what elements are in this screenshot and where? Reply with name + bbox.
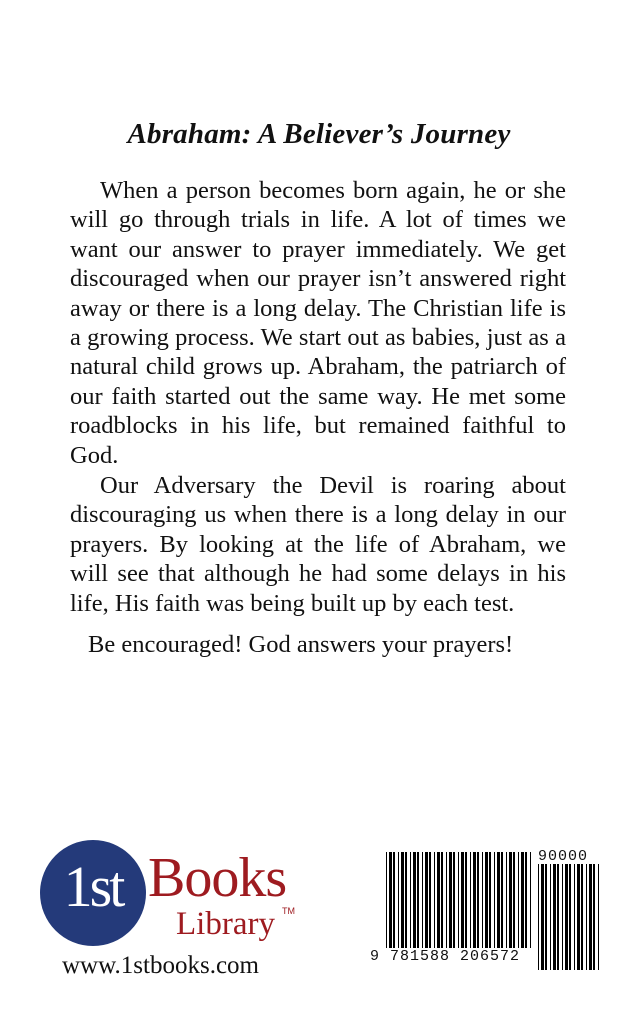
barcode-bar: [429, 852, 431, 948]
barcode-bar: [501, 852, 503, 948]
isbn-barcode: [366, 848, 606, 972]
barcode-bar: [593, 864, 595, 970]
barcode-bar: [513, 852, 515, 948]
barcode-bar: [497, 852, 500, 948]
publisher-website: www.1stbooks.com: [62, 952, 259, 979]
barcode-bar: [389, 852, 392, 948]
logo-books-word: Books: [148, 847, 287, 909]
publisher-logo: [40, 838, 310, 953]
barcode-bar: [413, 852, 416, 948]
barcode-bar: [562, 864, 563, 970]
barcode-bar: [437, 852, 440, 948]
description-paragraph-1: When a person becomes born again, he or she will go through trials in life. A lot of times we want our answer to prayer immediately. We get discouraged when our prayer isn’t answered right away or there is a long delay. The Christian life is a growing process. We start out as babies, just as a natural child grows up. Abraham, the patriarch of our faith started out the same way. He met some roadblocks in his life, but remained faithful to God.: [70, 177, 566, 469]
logo-number: 1st: [63, 854, 123, 919]
closing-line: Be encouraged! God answers your prayers!: [88, 631, 514, 658]
barcode-bar: [393, 852, 395, 948]
barcode-bar: [506, 852, 507, 948]
price-code: 90000: [538, 848, 589, 865]
logo-trademark: TM: [282, 906, 295, 916]
barcode-bar: [417, 852, 419, 948]
barcode-bar: [449, 852, 452, 948]
barcode-bar: [550, 864, 551, 970]
description-paragraph-2: Our Adversary the Devil is roaring about discouraging us when there is a long delay in our prayers. By looking at the life of Abraham, we will see that although he had some delays in his life, His faith was being built up by each test.: [70, 472, 566, 617]
barcode-bar: [569, 864, 571, 970]
barcode-bar: [525, 852, 527, 948]
barcode-bar: [494, 852, 495, 948]
barcode-bar: [530, 852, 531, 948]
barcode-bar: [482, 852, 483, 948]
logo-library-word: Library: [176, 906, 275, 942]
barcode-bar: [422, 852, 423, 948]
barcode-bar: [410, 852, 411, 948]
barcode-bar: [441, 852, 443, 948]
barcode-bar: [581, 864, 583, 970]
barcode-bar: [577, 864, 580, 970]
barcode-bar: [557, 864, 559, 970]
barcode-addon-bars: [538, 864, 602, 970]
barcode-bar: [477, 852, 479, 948]
barcode-bar: [521, 852, 524, 948]
barcode-bar: [489, 852, 491, 948]
barcode-bar: [473, 852, 476, 948]
barcode-bar: [589, 864, 592, 970]
barcode-bar: [470, 852, 471, 948]
barcode-bar: [398, 852, 399, 948]
barcode-bar: [485, 852, 488, 948]
barcode-bar: [553, 864, 556, 970]
barcode-bar: [458, 852, 459, 948]
barcode-bar: [434, 852, 435, 948]
barcode-bar: [545, 864, 547, 970]
barcode-bar: [461, 852, 464, 948]
barcode-bar: [401, 852, 404, 948]
barcode-bar: [538, 864, 539, 970]
barcode-bar: [565, 864, 568, 970]
barcode-bar: [446, 852, 447, 948]
barcode-bar: [541, 864, 544, 970]
book-title: Abraham: A Believer’s Journey: [127, 118, 511, 150]
barcode-bar: [386, 852, 387, 948]
barcode-bar: [405, 852, 407, 948]
isbn-digits: 9 781588 206572: [370, 948, 521, 965]
barcode-main-bars: [386, 852, 534, 948]
barcode-bar: [518, 852, 519, 948]
barcode-bar: [586, 864, 587, 970]
barcode-bar: [574, 864, 575, 970]
barcode-bar: [425, 852, 428, 948]
barcode-bar: [453, 852, 455, 948]
barcode-bar: [509, 852, 512, 948]
barcode-bar: [465, 852, 467, 948]
barcode-bar: [598, 864, 599, 970]
